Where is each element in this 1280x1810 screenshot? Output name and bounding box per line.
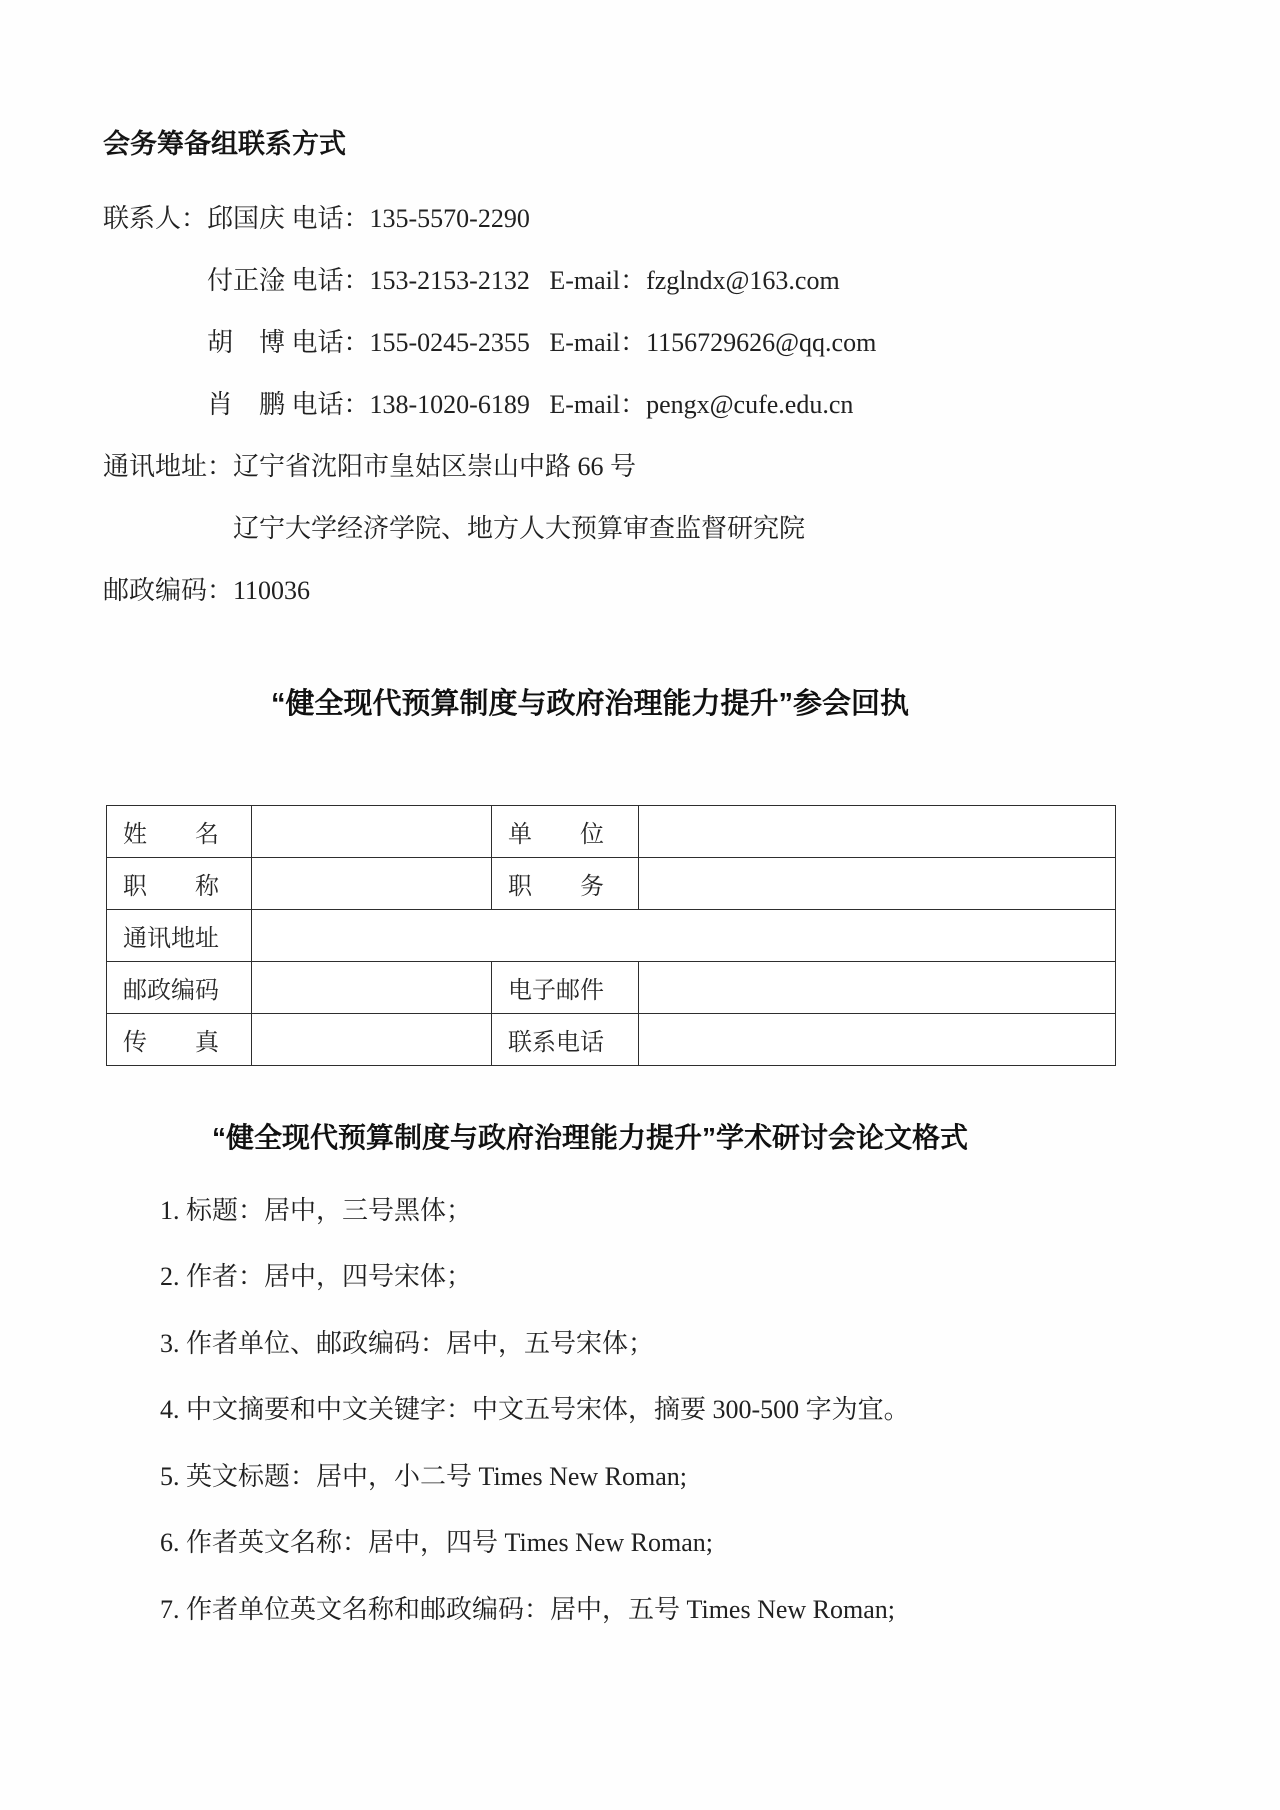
phone-label-cell: 联系电话 [492,1014,639,1066]
mailing-address-line1: 通讯地址：辽宁省沈阳市皇姑区崇山中路 66 号 [103,452,637,481]
reply-form-title-band [10,688,1170,721]
format-item-3: 3. 作者单位、邮政编码：居中，五号宋体； [160,1329,655,1358]
contact-section-heading: 会务筹备组联系方式 [103,129,346,159]
email-value-cell [639,962,1116,1014]
position-label-cell: 职 务 [492,858,639,910]
contact-line-hu: 胡 博 电话：155-0245-2355 E-mail：1156729626@qq.com [207,328,877,357]
table-row-postal-email [107,962,1116,1014]
address-label-cell: 通讯地址 [107,910,252,962]
format-item-5: 5. 英文标题：居中，小二号 Times New Roman; [160,1462,687,1491]
contact-line-fu: 付正淦 电话：153-2153-2132 E-mail：fzglndx@163.com [207,266,840,295]
table-row-address [107,910,1116,962]
table-row-fax-phone [107,1014,1116,1066]
format-item-1: 1. 标题：居中，三号黑体； [160,1196,473,1225]
paper-format-title-band [10,1122,1170,1154]
table-row-name-unit [107,806,1116,858]
email-label-cell: 电子邮件 [492,962,639,1014]
reply-form-table [106,805,1116,1066]
unit-label-cell: 单 位 [492,806,639,858]
mailing-address-line2: 辽宁大学经济学院、地方人大预算审查监督研究院 [233,514,806,543]
position-value-cell [639,858,1116,910]
table-row-title-position [107,858,1116,910]
contact-line-main: 联系人：邱国庆 电话：135-5570-2290 [103,204,530,233]
postal-code-label-cell: 邮政编码 [107,962,252,1014]
format-item-7: 7. 作者单位英文名称和邮政编码：居中，五号 Times New Roman; [160,1595,895,1624]
address-value-cell [252,910,1116,962]
fax-label-cell: 传 真 [107,1014,252,1066]
professional-title-value-cell [252,858,492,910]
format-item-6: 6. 作者英文名称：居中，四号 Times New Roman; [160,1528,713,1557]
reply-form-title: “健全现代预算制度与政府治理能力提升”参会回执 [270,688,909,720]
name-label-cell: 姓 名 [107,806,252,858]
contact-line-xiao: 肖 鹏 电话：138-1020-6189 E-mail：pengx@cufe.edu.cn [207,390,854,419]
postal-code-value-cell [252,962,492,1014]
phone-value-cell [639,1014,1116,1066]
format-item-2: 2. 作者：居中，四号宋体； [160,1262,473,1291]
format-item-4: 4. 中文摘要和中文关键字：中文五号宋体，摘要 300-500 字为宜。 [160,1395,910,1424]
postal-code-line: 邮政编码：110036 [103,576,311,605]
unit-value-cell [639,806,1116,858]
paper-format-title: “健全现代预算制度与政府治理能力提升”学术研讨会论文格式 [211,1122,968,1153]
fax-value-cell [252,1014,492,1066]
name-value-cell [252,806,492,858]
professional-title-label-cell: 职 称 [107,858,252,910]
